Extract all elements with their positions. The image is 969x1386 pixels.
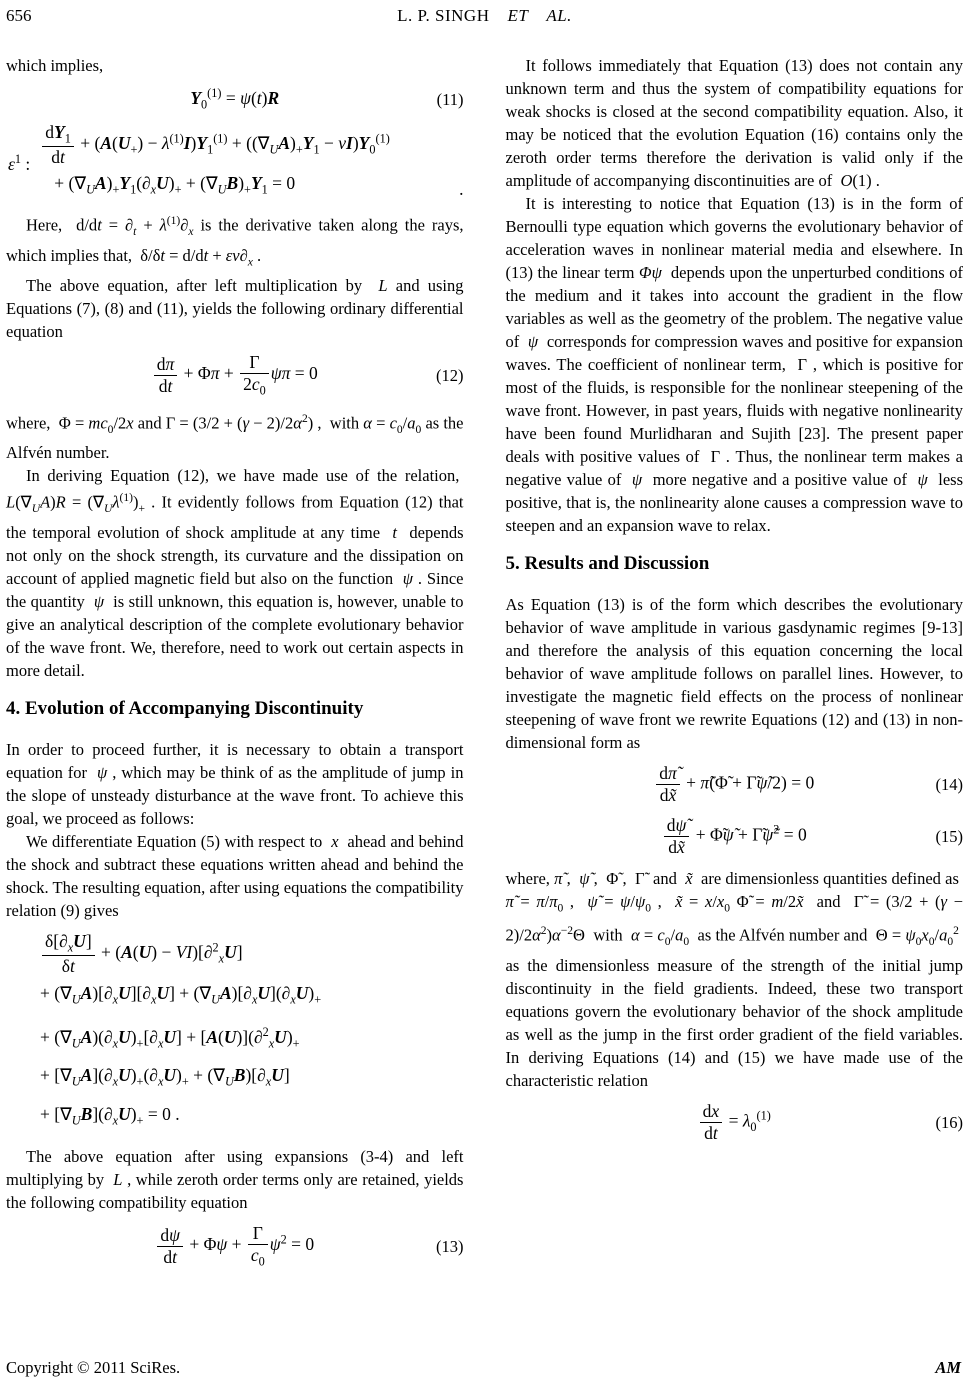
equation-12 bbox=[6, 352, 464, 398]
equation-11-number: (11) bbox=[436, 89, 464, 109]
left-column bbox=[6, 54, 464, 1278]
equation-11 bbox=[6, 86, 464, 113]
equation-15 bbox=[506, 815, 964, 858]
equation-15-number: (15) bbox=[935, 827, 963, 846]
equation-multiline-line2: + $(\nabla_UA)[\partial_xU][\partial_xU] + (\nabla_UA)[\partial_xU](\partial_xU)_+$ bbox=[40, 983, 322, 1007]
journal-abbreviation: AM bbox=[935, 1358, 961, 1377]
page-header bbox=[0, 0, 969, 32]
equation-16 bbox=[506, 1101, 964, 1144]
paragraph-it-follows: It follows immediately that Equation (13) does not contain any unknown term and thus the system of compatibility equations for weak shocks is closed at the second compatibility equation. Also, it may be noticed that the evolution Equation (16) contains only the zeroth order terms therefore the derivation is valid only if the amplitude of accompanying discontinuities are of O(1) . bbox=[505, 56, 963, 190]
equation-14 bbox=[506, 763, 964, 806]
equation-16-number: (16) bbox=[935, 1113, 963, 1133]
paragraph-above-equation-2: The above equation after using expansions (3-4) and left multiplying by L , while zeroth order terms only are retained, yields the following compatibility equation bbox=[6, 1147, 464, 1213]
equation-epsilon-lines bbox=[40, 122, 453, 202]
paragraph-in-deriving: In deriving Equation (12), we have made use of the relation, $L(\nabla_UA)R = (\nabla_U\lambda^{(1)})_+$ . It evidently follows from Equation (12) that the temporal evolution of shock amplitude at any time t depends not only on the shock strength, its curvature and the dissipation on account of applied magnetic field but also on the function ψ . Since the quantity ψ is still unknown, this equation is, however, unable to give an analytical description of the complete evolutionary behavior of the wave front. We, therefore, need to work out certain aspects in more detail. bbox=[6, 466, 464, 681]
copyright-text: Copyright © 2011 SciRes. bbox=[6, 1358, 181, 1377]
equation-epsilon-label: $\varepsilon^1$ : bbox=[8, 151, 31, 174]
paragraph-above-equation: The above equation, after left multiplication by L and using Equations (7), (8) and (11), yields the following ordinary differential equation bbox=[6, 276, 464, 342]
page-number: 656 bbox=[6, 6, 32, 25]
equation-16-body: $\frac{dx}{dt}$ = $\lambda_0^{(1)}$ bbox=[556, 1101, 914, 1144]
equation-multiline-line3: + $(\nabla_UA)(\partial_xU)_+[\partial_xU] + [A(U)](\partial^2_xU)_+$ bbox=[40, 1024, 300, 1051]
equation-13-number: (13) bbox=[436, 1236, 464, 1256]
section-heading-5: 5. Results and Discussion bbox=[505, 553, 710, 574]
running-title: L. P. SINGH ET AL. bbox=[397, 6, 572, 25]
equation-15-body: $\frac{d\psĩ}{dx̃}$ + Φ̃ψ̃ + Γ̃ψ̃$^2$ = 0 bbox=[556, 815, 914, 858]
equation-12-number: (12) bbox=[436, 366, 464, 386]
paragraph-which-implies: which implies, bbox=[6, 56, 104, 75]
equation-multiline-line1: $\frac{\delta[\partial_xU]}{\delta t}$ + (A(U) − VI)[∂$^2_x$U] bbox=[40, 931, 464, 977]
paragraph-as-equation-13: As Equation (13) is of the form which describes the evolutionary behavior of wave amplitude in various gasdynamic regimes [9-13] and therefore the analysis of this equation concerning the local behavior of wave amplitude follows on parallel lines. However, to investigate the magnetic field effects on the process of nonlinear steepening of wave front we rewrite Equations (12) and (13) in non-dimensional form as bbox=[505, 595, 963, 752]
paragraph-we-differentiate: We differentiate Equation (5) with respect to x ahead and behind the shock and subtract these equations written ahead and behind the shock. The resulting equation, after using equations the compatibility relation (9) gives bbox=[6, 832, 464, 921]
equation-14-number: (14) bbox=[935, 775, 963, 794]
equation-epsilon-line2: + $(\nabla_UA)_+Y_1(\partial_xU)_+ + (\nabla_UB)_+Y_1 = 0$ bbox=[54, 172, 296, 197]
paragraph-here-derivative: Here, $d/dt = \partial_t + \lambda^{(1)}\partial_x$ is the derivative taken along the rays, which implies that, $\delta/\delta t = d/dt + \varepsilon v\partial_x$ . bbox=[6, 215, 464, 269]
paragraph-it-is-interesting: It is interesting to notice that Equation (13) is in the form of Bernoulli type equation which governs the evolutionary behavior of acceleration waves in nonlinear material media and elsewhere. In (13) the linear term Φψ depends upon the unperturbed conditions of the medium and it takes into account the gradient in the flow variables as well as the geometry of the problem. The negative value of ψ corresponds for compression waves and positive for expansion waves. The coefficient of nonlinear term, Γ , which is positive for most of the fluids, is responsible for the nonlinear steepening of the wave front. However, in past years, fluids with negative nonlinearity have been found Murlidharan and Sujith [23]. The present paper deals with positive values of Γ . Thus, the nonlinear term makes a negative value of ψ more negative and a positive value of ψ less positive, that is, the nonlinearity alone causes a compression wave to steepen and an expansion wave to relax. bbox=[505, 194, 963, 535]
equation-epsilon-period: . bbox=[459, 179, 464, 200]
page-footer bbox=[6, 1358, 961, 1378]
equation-13-body: $\frac{d\psi}{dt}$ + Φψ + $\frac{\Gamma}{c_0}$ $\psi^2 = 0$ bbox=[56, 1223, 414, 1269]
equation-epsilon bbox=[8, 122, 464, 202]
equation-multiline bbox=[40, 931, 464, 1136]
paragraph-in-order: In order to proceed further, it is necessary to obtain a transport equation for ψ , which may be think of as the amplitude of jump in the slope of unsteady disturbance at the wave front. To achieve this goal, we proceed as follows: bbox=[6, 740, 464, 829]
equation-11-body: $Y_0^{(1)} = \psi(t)R$ bbox=[190, 86, 280, 112]
equation-multiline-line5: + $[\nabla_UB](\partial_xU)_+ = 0$ . bbox=[40, 1103, 180, 1128]
equation-13 bbox=[6, 1223, 464, 1269]
equation-12-body: $\frac{d\pi}{dt}$ + Φπ + $\frac{\Gamma}{2c_0}$ ψπ = 0 bbox=[56, 352, 414, 398]
equation-epsilon-line1: $\frac{dY_1}{dt}$ + $(A(U_+) - \lambda^{(1)}I)Y_1^{(1)} + ((\nabla_UA)_+Y_1 - vI)Y_0^{(1)}$ bbox=[40, 122, 453, 168]
paragraph-where-dimensionless: where, π̃ , ψ̃ , Φ̃ , Γ̃ and x̃ are dimensionless quantities defined as π̃ = $\pi/\pi_0$ , ψ̃ = $\psi/\psi_0$ , x̃ = $x/x_0$ Φ̃ = m/2x̃ and Γ̃ = $(3/2 + (\gamma - 2)/2\alpha^2)\alpha^{-2}\Theta$ with $\alpha = c_0/a_0$ as the Alfvén number and $\Theta = \psi_0x_0/a_0^2$ as the dimensionless measure of the strength of the initial jump discontinuity in the field gradients. Indeed, these two transport equations govern the evolutionary behavior of the shock amplitude as well as the jump in the first order gradient of the field variables. In deriving Equations (14) and (15) we have made use of the characteristic relation bbox=[505, 869, 964, 1091]
section-heading-4: 4. Evolution of Accompanying Discontinuity bbox=[6, 698, 364, 720]
right-column bbox=[506, 54, 964, 1278]
equation-multiline-line4: + $[\nabla_UA](\partial_xU)_+(\partial_xU)_+ + (\nabla_UB)[\partial_xU]$ bbox=[40, 1065, 290, 1089]
two-column-body bbox=[0, 54, 969, 1278]
paragraph-where-alfven: where, $\Phi = mc_0/2x$ and $\Gamma = (3/2 + (\gamma - 2)/2\alpha^2)$ , with $\alpha = c_0/a_0$ as the Alfvén number. bbox=[6, 412, 464, 463]
equation-14-body: $\frac{d\pĩ}{dx̃}$ + π̃(Φ̃ + Γ̃ψ̃/2) = 0 bbox=[556, 763, 914, 806]
